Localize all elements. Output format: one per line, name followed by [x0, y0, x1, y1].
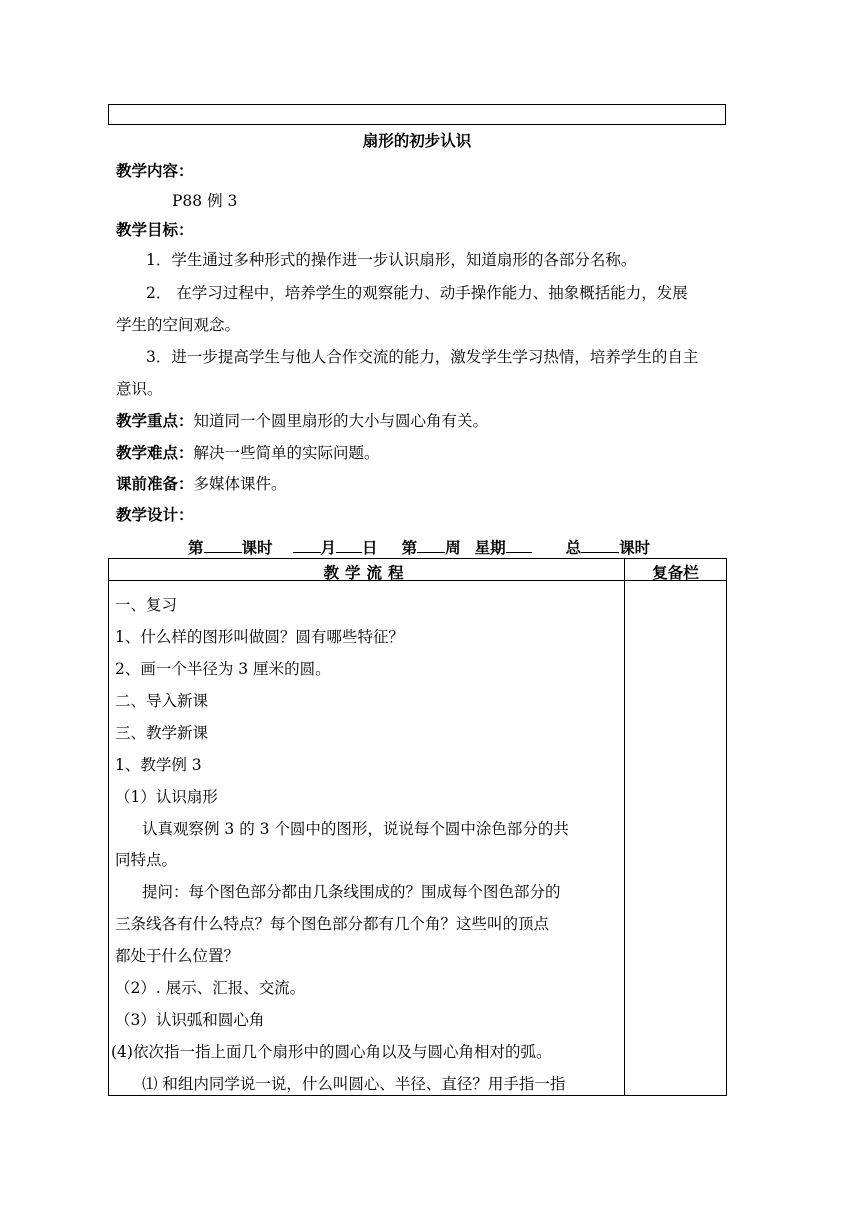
- goal-line-4: 3．进一步提高学生与他人合作交流的能力，激发学生学习热情，培养学生的自主: [146, 348, 699, 366]
- flow-line-5: 三、教学新课: [115, 724, 209, 742]
- key-point: [116, 411, 488, 431]
- flow-line-2: 1、什么样的图形叫做圆？圆有哪些特征？: [115, 628, 404, 646]
- goals-label: 教学目标：: [116, 221, 194, 239]
- schedule-keshi: 课时: [241, 539, 273, 557]
- preparation-label: 课前准备：: [116, 475, 194, 493]
- content-label: 教学内容：: [116, 162, 194, 180]
- preparation-value: 多媒体课件。: [193, 475, 287, 493]
- blank-month: [293, 538, 321, 553]
- difficulty-value: 解决一些简单的实际问题。: [193, 444, 380, 462]
- document-title: 扇形的初步认识: [362, 132, 472, 150]
- difficulty-label: 教学难点：: [116, 444, 194, 462]
- flow-line-12: 都处于什么位置？: [115, 947, 240, 965]
- schedule-di2: 第: [401, 539, 418, 557]
- column-divider: [624, 559, 625, 1095]
- flow-line-16: ⑴ 和组内同学说一说，什么叫圆心、半径、直径？用手指一指: [142, 1075, 566, 1093]
- schedule-week: 周: [445, 539, 461, 557]
- schedule-day: 日: [362, 539, 378, 557]
- blank-weekday: [506, 538, 532, 553]
- blank-lesson-no: [204, 538, 242, 553]
- header-teaching-flow: 教学流程: [323, 564, 410, 582]
- goal-line-3: 学生的空间观念。: [116, 316, 241, 334]
- flow-line-3: 2、画一个半径为 3 厘米的圆。: [115, 660, 331, 678]
- flow-line-10: 提问：每个图色部分都由几条线围成的？围成每个图色部分的: [142, 883, 561, 901]
- header-review-notes: 复备栏: [652, 564, 699, 582]
- flow-line-8: 认真观察例 3 的 3 个圆中的图形，说说每个圆中涂色部分的共: [142, 820, 569, 838]
- goal-line-2: 2． 在学习过程中，培养学生的观察能力、动手操作能力、抽象概括能力，发展: [146, 284, 688, 302]
- lesson-table: [108, 558, 727, 1096]
- flow-line-9: 同特点。: [115, 851, 178, 869]
- goal-line-1: 1．学生通过多种形式的操作进一步认识扇形，知道扇形的各部分名称。: [146, 251, 637, 269]
- schedule-line: [188, 536, 650, 558]
- preparation: [116, 474, 287, 494]
- flow-line-1: 一、复习: [115, 596, 178, 614]
- key-point-value: 知道同一个圆里扇形的大小与圆心角有关。: [193, 412, 489, 430]
- schedule-weekday: 星期: [474, 539, 506, 557]
- goal-line-5: 意识。: [116, 380, 163, 398]
- schedule-total: 总: [565, 539, 582, 557]
- schedule-di: 第: [188, 539, 204, 557]
- schedule-month: 月: [320, 539, 337, 557]
- blank-total: [581, 538, 619, 553]
- design-label: 教学设计：: [116, 506, 194, 524]
- key-point-label: 教学重点：: [116, 412, 194, 430]
- flow-line-11: 三条线各有什么特点？每个图色部分都有几个角？这些叫的顶点: [115, 915, 550, 933]
- flow-line-7: （1）认识扇形: [115, 788, 218, 806]
- blank-week: [417, 538, 445, 553]
- content-value: P88 例 3: [172, 192, 238, 210]
- blank-day: [336, 538, 362, 553]
- difficulty: [116, 443, 380, 463]
- flow-line-14: （3）认识弧和圆心角: [115, 1011, 265, 1029]
- flow-line-13: （2）. 展示、汇报、交流。: [115, 979, 306, 997]
- flow-line-6: 1、教学例 3: [115, 756, 202, 774]
- flow-line-4: 二、导入新课: [115, 692, 209, 710]
- schedule-keshi2: 课时: [619, 539, 651, 557]
- flow-line-15: (4)依次指一指上面几个扇形中的圆心角以及与圆心角相对的弧。: [111, 1043, 552, 1061]
- header-box: [108, 104, 726, 125]
